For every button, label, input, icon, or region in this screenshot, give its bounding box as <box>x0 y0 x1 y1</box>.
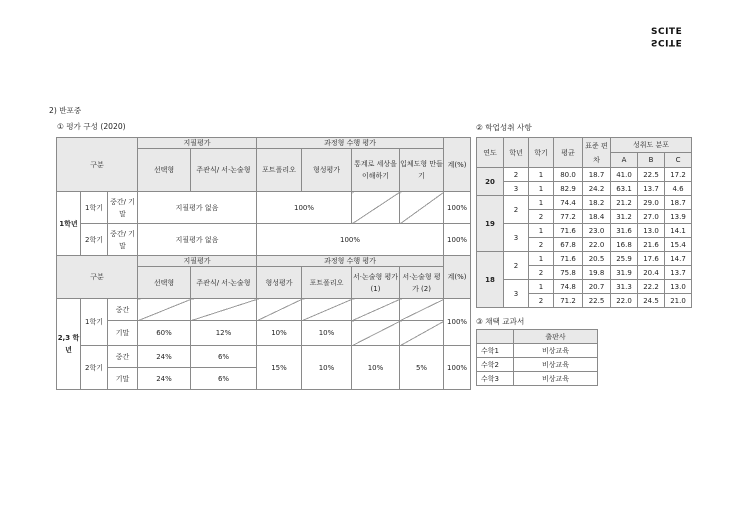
a-cell: 25.9 <box>611 252 638 266</box>
sem2-label: 2학기 <box>81 346 108 390</box>
avg-cell: 77.2 <box>554 210 583 224</box>
logo-text-mirrored: SCITE <box>651 37 683 47</box>
textbook-table <box>476 329 598 386</box>
header-empty <box>477 330 514 344</box>
a-cell: 31.6 <box>611 224 638 238</box>
empty-cell <box>191 299 257 321</box>
g23s2-essay2: 5% <box>400 346 444 390</box>
grade-cell: 3 <box>504 224 529 252</box>
b-cell: 27.0 <box>638 210 665 224</box>
std-cell: 23.0 <box>583 224 611 238</box>
year-cell: 20 <box>477 168 504 196</box>
empty-cell <box>257 299 302 321</box>
c-cell: 13.7 <box>665 266 692 280</box>
header-portfolio: 포트폴리오 <box>257 149 302 192</box>
g23s2-final-essay: 6% <box>191 368 257 390</box>
textbook-table-title: ③ 채택 교과서 <box>476 317 525 326</box>
c-cell: 18.7 <box>665 196 692 210</box>
midfinal-label: 중간/ 기말 <box>108 192 138 224</box>
final-label: 기말 <box>108 368 138 390</box>
empty-cell <box>400 321 444 346</box>
header-b: B <box>638 153 665 168</box>
g23s2-formative: 15% <box>257 346 302 390</box>
avg-cell: 80.0 <box>554 168 583 182</box>
a-cell: 41.0 <box>611 168 638 182</box>
header-essay: 주관식/ 서·논술형 <box>191 149 257 192</box>
total-cell: 100% <box>444 299 471 346</box>
header-std: 표준 편차 <box>583 138 611 168</box>
a-cell: 31.3 <box>611 280 638 294</box>
no-jipil-cell: 지필평가 없음 <box>138 224 257 256</box>
grade-cell: 2 <box>504 168 529 182</box>
avg-cell: 74.8 <box>554 280 583 294</box>
grade-cell: 3 <box>504 280 529 308</box>
b-cell: 17.6 <box>638 252 665 266</box>
empty-cell <box>138 299 191 321</box>
g23s2-mid-select: 24% <box>138 346 191 368</box>
a-cell: 31.2 <box>611 210 638 224</box>
c-cell: 14.7 <box>665 252 692 266</box>
g1s1-process-cell: 100% <box>257 192 352 224</box>
scite-logo <box>651 28 691 46</box>
grade-cell: 2 <box>504 196 529 224</box>
g23s1-final-essay: 12% <box>191 321 257 346</box>
header-grade: 학년 <box>504 138 529 168</box>
header-total: 계(%) <box>444 138 471 192</box>
grade1-label: 1학년 <box>57 192 81 256</box>
std-cell: 20.7 <box>583 280 611 294</box>
total-cell: 100% <box>444 192 471 224</box>
sem2-label: 2학기 <box>81 224 108 256</box>
year-cell: 19 <box>477 196 504 252</box>
header-total: 계(%) <box>444 256 471 299</box>
avg-cell: 71.2 <box>554 294 583 308</box>
c-cell: 21.0 <box>665 294 692 308</box>
b-cell: 24.5 <box>638 294 665 308</box>
std-cell: 20.5 <box>583 252 611 266</box>
header-select: 선택형 <box>138 267 191 299</box>
a-cell: 63.1 <box>611 182 638 196</box>
g23s2-portfolio: 10% <box>302 346 352 390</box>
empty-cell <box>400 299 444 321</box>
header-semester: 학기 <box>529 138 554 168</box>
c-cell: 4.6 <box>665 182 692 196</box>
eval-table <box>56 137 471 390</box>
header-c: C <box>665 153 692 168</box>
header-essay1: 서·논술형 평가 (1) <box>352 267 400 299</box>
header-year: 연도 <box>477 138 504 168</box>
empty-cell <box>352 299 400 321</box>
sem-cell: 2 <box>529 294 554 308</box>
header-gubun: 구분 <box>57 138 138 192</box>
sem-cell: 1 <box>529 168 554 182</box>
g23s2-essay1: 10% <box>352 346 400 390</box>
header-stats: 통계로 세상을 이해하기 <box>352 149 400 192</box>
header-formative: 형성평가 <box>302 149 352 192</box>
header-essay2: 서·논술형 평가 (2) <box>400 267 444 299</box>
avg-cell: 71.6 <box>554 224 583 238</box>
header-process: 과정형 수행 평가 <box>257 138 444 149</box>
std-cell: 22.5 <box>583 294 611 308</box>
final-label: 기말 <box>108 321 138 346</box>
sem1-label: 1학기 <box>81 299 108 346</box>
header-a: A <box>611 153 638 168</box>
b-cell: 22.2 <box>638 280 665 294</box>
total-cell: 100% <box>444 224 471 256</box>
g23s2-final-select: 24% <box>138 368 191 390</box>
sem-cell: 1 <box>529 252 554 266</box>
std-cell: 22.0 <box>583 238 611 252</box>
c-cell: 13.9 <box>665 210 692 224</box>
midfinal-label: 중간/ 기말 <box>108 224 138 256</box>
sem-cell: 2 <box>529 266 554 280</box>
achievement-table-title: ② 학업성취 사항 <box>476 123 532 132</box>
a-cell: 21.2 <box>611 196 638 210</box>
grade23-label: 2,3 학년 <box>57 299 81 390</box>
avg-cell: 74.4 <box>554 196 583 210</box>
grade-cell: 3 <box>504 182 529 196</box>
subject-cell: 수학2 <box>477 358 514 372</box>
b-cell: 13.0 <box>638 224 665 238</box>
publisher-cell: 비상교육 <box>514 372 598 386</box>
g23s1-final-select: 60% <box>138 321 191 346</box>
header-dist: 성취도 분포 <box>611 138 692 153</box>
std-cell: 19.8 <box>583 266 611 280</box>
header-portfolio: 포트폴리오 <box>302 267 352 299</box>
std-cell: 24.2 <box>583 182 611 196</box>
grade-cell: 2 <box>504 252 529 280</box>
c-cell: 13.0 <box>665 280 692 294</box>
empty-cell <box>302 299 352 321</box>
b-cell: 13.7 <box>638 182 665 196</box>
mid-label: 중간 <box>108 346 138 368</box>
logo-text: SCITE <box>651 27 683 37</box>
eval-table-title: ① 평가 구성 (2020) <box>57 122 126 131</box>
c-cell: 14.1 <box>665 224 692 238</box>
publisher-cell: 비상교육 <box>514 358 598 372</box>
subject-cell: 수학1 <box>477 344 514 358</box>
g23s1-portfolio: 10% <box>302 321 352 346</box>
std-cell: 18.7 <box>583 168 611 182</box>
header-process: 과정형 수행 평가 <box>257 256 444 267</box>
header-average: 평균 <box>554 138 583 168</box>
header-gubun: 구분 <box>57 256 138 299</box>
header-select: 선택형 <box>138 149 191 192</box>
header-jipil: 지필평가 <box>138 256 257 267</box>
sem-cell: 1 <box>529 280 554 294</box>
std-cell: 18.4 <box>583 210 611 224</box>
a-cell: 16.8 <box>611 238 638 252</box>
header-publisher: 출판사 <box>514 330 598 344</box>
c-cell: 17.2 <box>665 168 692 182</box>
avg-cell: 75.8 <box>554 266 583 280</box>
b-cell: 20.4 <box>638 266 665 280</box>
avg-cell: 71.6 <box>554 252 583 266</box>
empty-cell <box>400 192 444 224</box>
no-jipil-cell: 지필평가 없음 <box>138 192 257 224</box>
year-cell: 18 <box>477 252 504 308</box>
mid-label: 중간 <box>108 299 138 321</box>
empty-cell <box>352 192 400 224</box>
avg-cell: 82.9 <box>554 182 583 196</box>
g23s2-mid-essay: 6% <box>191 346 257 368</box>
b-cell: 29.0 <box>638 196 665 210</box>
achievement-table <box>476 137 692 308</box>
sem-cell: 2 <box>529 210 554 224</box>
avg-cell: 67.8 <box>554 238 583 252</box>
sem-cell: 1 <box>529 182 554 196</box>
header-solid: 입체도형 만들기 <box>400 149 444 192</box>
b-cell: 22.5 <box>638 168 665 182</box>
b-cell: 21.6 <box>638 238 665 252</box>
a-cell: 22.0 <box>611 294 638 308</box>
header-jipil: 지필평가 <box>138 138 257 149</box>
total-cell: 100% <box>444 346 471 390</box>
subject-cell: 수학3 <box>477 372 514 386</box>
sem-cell: 2 <box>529 238 554 252</box>
a-cell: 31.9 <box>611 266 638 280</box>
c-cell: 15.4 <box>665 238 692 252</box>
sem1-label: 1학기 <box>81 192 108 224</box>
empty-cell <box>352 321 400 346</box>
section-title: 2) 반포중 <box>49 106 82 115</box>
header-formative: 형성평가 <box>257 267 302 299</box>
std-cell: 18.2 <box>583 196 611 210</box>
sem-cell: 1 <box>529 224 554 238</box>
sem-cell: 1 <box>529 196 554 210</box>
g1s2-process-cell: 100% <box>257 224 444 256</box>
g23s1-formative: 10% <box>257 321 302 346</box>
header-essay: 주관식/ 서·논술형 <box>191 267 257 299</box>
publisher-cell: 비상교육 <box>514 344 598 358</box>
